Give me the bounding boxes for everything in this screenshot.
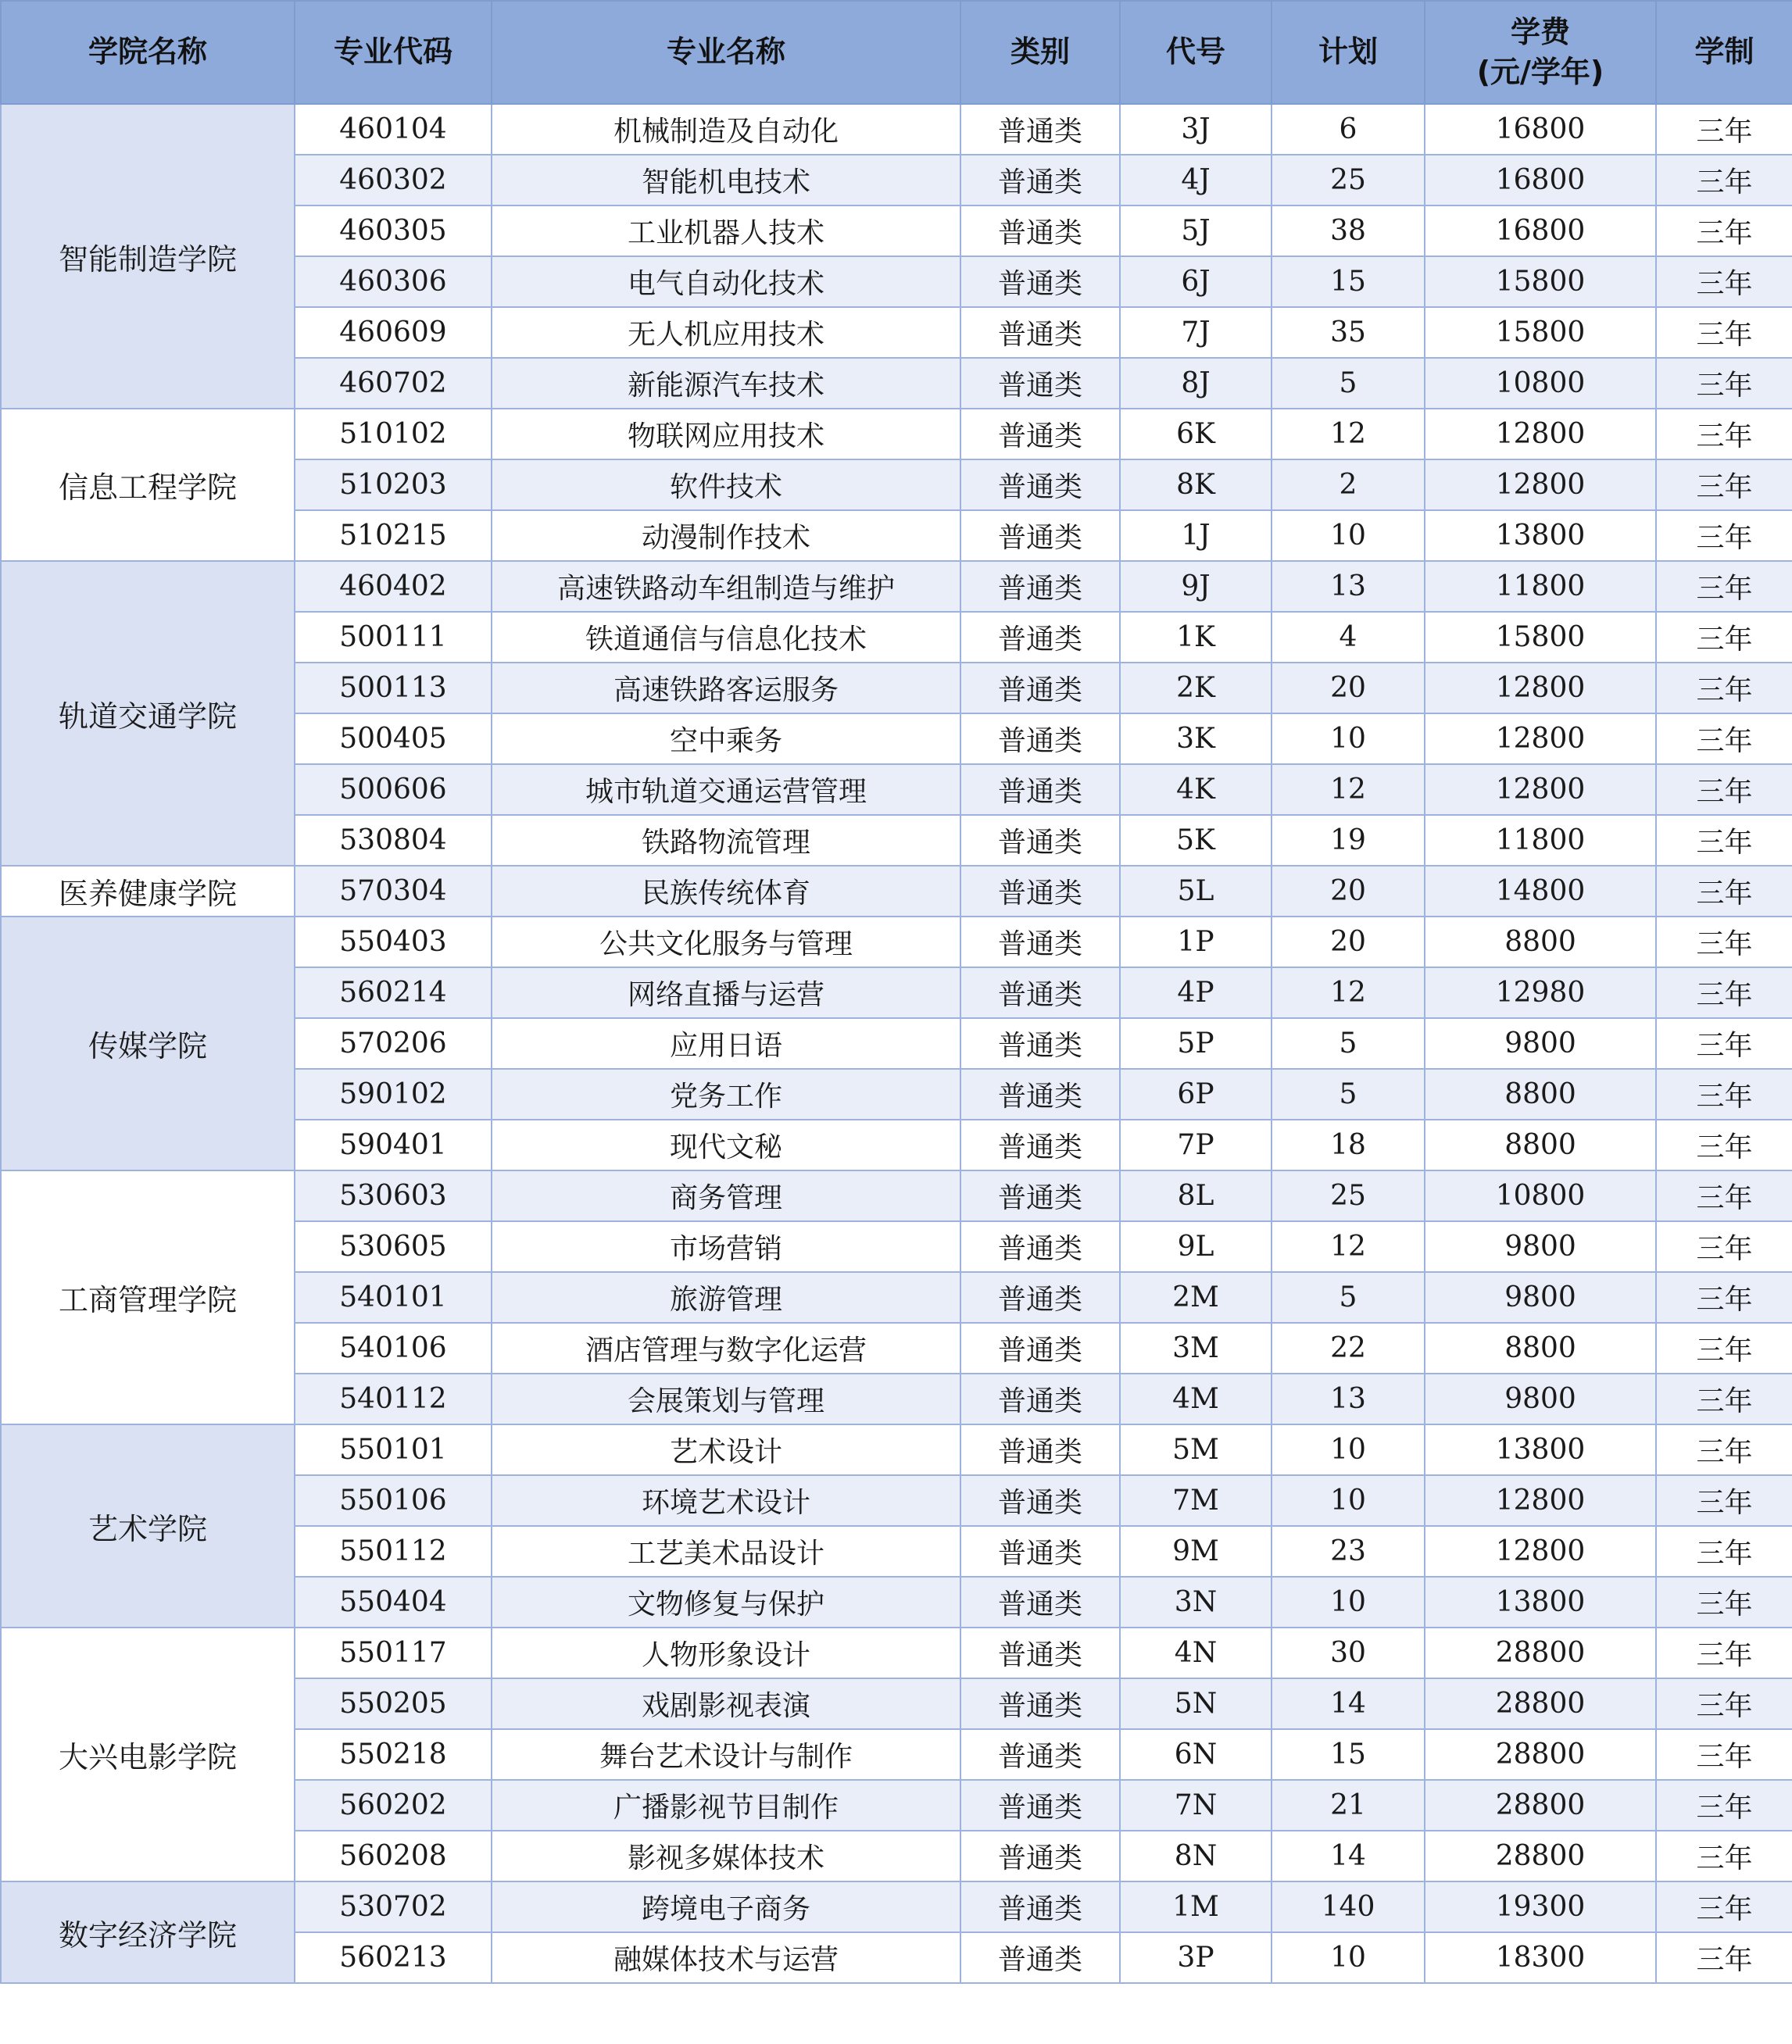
code-cell: 8K [1120,459,1272,510]
duration-cell: 三年 [1656,205,1792,256]
major-name-cell: 广播影视节目制作 [492,1780,960,1831]
duration-cell: 三年 [1656,1424,1792,1475]
college-name-cell: 信息工程学院 [1,409,295,561]
major-name-cell: 影视多媒体技术 [492,1831,960,1881]
major-name-cell: 跨境电子商务 [492,1881,960,1932]
plan-cell: 10 [1272,510,1425,561]
major-name-cell: 物联网应用技术 [492,409,960,459]
plan-cell: 10 [1272,1932,1425,1983]
plan-cell: 5 [1272,1272,1425,1323]
major-name-cell: 新能源汽车技术 [492,358,960,409]
code-cell: 5P [1120,1018,1272,1069]
major-code-cell: 500111 [295,612,492,663]
category-cell: 普通类 [960,1577,1120,1628]
category-cell: 普通类 [960,1424,1120,1475]
category-cell: 普通类 [960,764,1120,815]
college-name-cell: 艺术学院 [1,1424,295,1628]
major-name-cell: 现代文秘 [492,1120,960,1170]
duration-cell: 三年 [1656,104,1792,155]
major-name-cell: 软件技术 [492,459,960,510]
code-cell: 6N [1120,1729,1272,1780]
duration-cell: 三年 [1656,1170,1792,1221]
duration-cell: 三年 [1656,1526,1792,1577]
major-name-cell: 网络直播与运营 [492,967,960,1018]
tuition-cell: 28800 [1425,1831,1656,1881]
category-cell: 普通类 [960,561,1120,612]
major-code-cell: 550404 [295,1577,492,1628]
plan-cell: 12 [1272,1221,1425,1272]
major-name-cell: 动漫制作技术 [492,510,960,561]
duration-cell: 三年 [1656,612,1792,663]
table-row [1,866,1792,917]
code-cell: 4M [1120,1374,1272,1424]
category-cell: 普通类 [960,1628,1120,1678]
table-body [1,104,1792,1983]
tuition-cell: 9800 [1425,1374,1656,1424]
code-cell: 2K [1120,663,1272,713]
major-name-cell: 城市轨道交通运营管理 [492,764,960,815]
category-cell: 普通类 [960,409,1120,459]
plan-cell: 5 [1272,358,1425,409]
code-cell: 9J [1120,561,1272,612]
plan-cell: 13 [1272,1374,1425,1424]
major-code-cell: 500405 [295,713,492,764]
plan-cell: 21 [1272,1780,1425,1831]
code-cell: 1P [1120,917,1272,967]
code-cell: 7P [1120,1120,1272,1170]
major-name-cell: 艺术设计 [492,1424,960,1475]
tuition-cell: 19300 [1425,1881,1656,1932]
duration-cell: 三年 [1656,1932,1792,1983]
tuition-cell: 14800 [1425,866,1656,917]
duration-cell: 三年 [1656,1577,1792,1628]
college-name-cell: 医养健康学院 [1,866,295,917]
duration-cell: 三年 [1656,866,1792,917]
tuition-cell: 13800 [1425,1577,1656,1628]
plan-cell: 12 [1272,764,1425,815]
plan-cell: 14 [1272,1831,1425,1881]
plan-cell: 12 [1272,409,1425,459]
major-code-cell: 570206 [295,1018,492,1069]
plan-cell: 35 [1272,307,1425,358]
major-code-cell: 590102 [295,1069,492,1120]
major-code-cell: 560213 [295,1932,492,1983]
major-code-cell: 460302 [295,155,492,205]
duration-cell: 三年 [1656,1120,1792,1170]
major-name-cell: 电气自动化技术 [492,256,960,307]
college-name-cell: 工商管理学院 [1,1170,295,1424]
duration-cell: 三年 [1656,1628,1792,1678]
category-cell: 普通类 [960,612,1120,663]
major-name-cell: 民族传统体育 [492,866,960,917]
tuition-cell: 10800 [1425,1170,1656,1221]
major-code-cell: 550403 [295,917,492,967]
category-cell: 普通类 [960,1526,1120,1577]
tuition-cell: 8800 [1425,1069,1656,1120]
category-cell: 普通类 [960,1221,1120,1272]
major-code-cell: 550117 [295,1628,492,1678]
tuition-cell: 12800 [1425,663,1656,713]
plan-cell: 25 [1272,155,1425,205]
major-name-cell: 公共文化服务与管理 [492,917,960,967]
major-code-cell: 540106 [295,1323,492,1374]
header-major-name: 专业名称 [492,1,960,104]
table-row [1,409,1792,459]
duration-cell: 三年 [1656,1221,1792,1272]
category-cell: 普通类 [960,459,1120,510]
code-cell: 8N [1120,1831,1272,1881]
plan-cell: 5 [1272,1018,1425,1069]
code-cell: 5J [1120,205,1272,256]
code-cell: 1J [1120,510,1272,561]
major-code-cell: 550106 [295,1475,492,1526]
plan-cell: 10 [1272,1475,1425,1526]
header-code: 代号 [1120,1,1272,104]
major-code-cell: 560202 [295,1780,492,1831]
tuition-cell: 8800 [1425,1323,1656,1374]
category-cell: 普通类 [960,663,1120,713]
major-code-cell: 530605 [295,1221,492,1272]
header-tuition-unit: (元/学年) [1476,55,1604,89]
table-row [1,561,1792,612]
major-name-cell: 旅游管理 [492,1272,960,1323]
plan-cell: 6 [1272,104,1425,155]
major-code-cell: 510102 [295,409,492,459]
code-cell: 4J [1120,155,1272,205]
major-name-cell: 商务管理 [492,1170,960,1221]
major-name-cell: 智能机电技术 [492,155,960,205]
category-cell: 普通类 [960,307,1120,358]
major-code-cell: 550218 [295,1729,492,1780]
code-cell: 3P [1120,1932,1272,1983]
category-cell: 普通类 [960,1374,1120,1424]
plan-cell: 20 [1272,663,1425,713]
duration-cell: 三年 [1656,409,1792,459]
category-cell: 普通类 [960,1932,1120,1983]
code-cell: 7M [1120,1475,1272,1526]
plan-cell: 15 [1272,1729,1425,1780]
category-cell: 普通类 [960,1323,1120,1374]
duration-cell: 三年 [1656,307,1792,358]
major-name-cell: 高速铁路客运服务 [492,663,960,713]
category-cell: 普通类 [960,1780,1120,1831]
plan-cell: 25 [1272,1170,1425,1221]
plan-cell: 15 [1272,256,1425,307]
major-code-cell: 540101 [295,1272,492,1323]
category-cell: 普通类 [960,358,1120,409]
category-cell: 普通类 [960,866,1120,917]
major-code-cell: 540112 [295,1374,492,1424]
header-college: 学院名称 [1,1,295,104]
major-code-cell: 530804 [295,815,492,866]
college-name-cell: 大兴电影学院 [1,1628,295,1881]
plan-cell: 14 [1272,1678,1425,1729]
major-name-cell: 无人机应用技术 [492,307,960,358]
major-code-cell: 460609 [295,307,492,358]
plan-cell: 38 [1272,205,1425,256]
tuition-cell: 12800 [1425,459,1656,510]
major-code-cell: 510215 [295,510,492,561]
code-cell: 7N [1120,1780,1272,1831]
major-code-cell: 460402 [295,561,492,612]
code-cell: 6P [1120,1069,1272,1120]
duration-cell: 三年 [1656,1272,1792,1323]
major-name-cell: 应用日语 [492,1018,960,1069]
duration-cell: 三年 [1656,1881,1792,1932]
plan-cell: 5 [1272,1069,1425,1120]
tuition-cell: 18300 [1425,1932,1656,1983]
duration-cell: 三年 [1656,459,1792,510]
duration-cell: 三年 [1656,1475,1792,1526]
tuition-cell: 12800 [1425,1526,1656,1577]
major-code-cell: 460702 [295,358,492,409]
tuition-cell: 8800 [1425,1120,1656,1170]
college-name-cell: 智能制造学院 [1,104,295,409]
code-cell: 4K [1120,764,1272,815]
duration-cell: 三年 [1656,663,1792,713]
category-cell: 普通类 [960,1120,1120,1170]
category-cell: 普通类 [960,1018,1120,1069]
tuition-cell: 16800 [1425,104,1656,155]
category-cell: 普通类 [960,1170,1120,1221]
major-name-cell: 铁路物流管理 [492,815,960,866]
major-code-cell: 570304 [295,866,492,917]
duration-cell: 三年 [1656,155,1792,205]
duration-cell: 三年 [1656,1069,1792,1120]
plan-cell: 13 [1272,561,1425,612]
major-code-cell: 510203 [295,459,492,510]
category-cell: 普通类 [960,815,1120,866]
code-cell: 2M [1120,1272,1272,1323]
header-tuition-label: 学费 [1510,14,1570,49]
major-code-cell: 590401 [295,1120,492,1170]
college-name-cell: 轨道交通学院 [1,561,295,866]
code-cell: 1K [1120,612,1272,663]
duration-cell: 三年 [1656,967,1792,1018]
major-code-cell: 530603 [295,1170,492,1221]
tuition-cell: 15800 [1425,307,1656,358]
code-cell: 9M [1120,1526,1272,1577]
table-row [1,1170,1792,1221]
category-cell: 普通类 [960,1831,1120,1881]
duration-cell: 三年 [1656,1729,1792,1780]
header-category: 类别 [960,1,1120,104]
table-row [1,917,1792,967]
major-code-cell: 500113 [295,663,492,713]
tuition-cell: 12800 [1425,409,1656,459]
table-row [1,1881,1792,1932]
major-name-cell: 融媒体技术与运营 [492,1932,960,1983]
major-code-cell: 530702 [295,1881,492,1932]
code-cell: 6J [1120,256,1272,307]
plan-cell: 10 [1272,1577,1425,1628]
plan-cell: 20 [1272,917,1425,967]
code-cell: 4N [1120,1628,1272,1678]
tuition-cell: 9800 [1425,1221,1656,1272]
major-name-cell: 舞台艺术设计与制作 [492,1729,960,1780]
plan-cell: 18 [1272,1120,1425,1170]
plan-cell: 22 [1272,1323,1425,1374]
plan-cell: 12 [1272,967,1425,1018]
plan-cell: 19 [1272,815,1425,866]
plan-cell: 140 [1272,1881,1425,1932]
tuition-cell: 15800 [1425,256,1656,307]
duration-cell: 三年 [1656,358,1792,409]
major-name-cell: 人物形象设计 [492,1628,960,1678]
category-cell: 普通类 [960,205,1120,256]
category-cell: 普通类 [960,1729,1120,1780]
major-name-cell: 空中乘务 [492,713,960,764]
tuition-cell: 13800 [1425,510,1656,561]
major-code-cell: 550205 [295,1678,492,1729]
major-name-cell: 环境艺术设计 [492,1475,960,1526]
category-cell: 普通类 [960,1272,1120,1323]
college-name-cell: 传媒学院 [1,917,295,1170]
code-cell: 5M [1120,1424,1272,1475]
table-row [1,104,1792,155]
major-name-cell: 会展策划与管理 [492,1374,960,1424]
code-cell: 8L [1120,1170,1272,1221]
header-tuition [1425,1,1656,104]
category-cell: 普通类 [960,155,1120,205]
major-code-cell: 460104 [295,104,492,155]
tuition-cell: 9800 [1425,1272,1656,1323]
header-major-code: 专业代码 [295,1,492,104]
major-code-cell: 500606 [295,764,492,815]
tuition-cell: 8800 [1425,917,1656,967]
major-name-cell: 高速铁路动车组制造与维护 [492,561,960,612]
category-cell: 普通类 [960,713,1120,764]
code-cell: 3K [1120,713,1272,764]
plan-cell: 4 [1272,612,1425,663]
major-name-cell: 酒店管理与数字化运营 [492,1323,960,1374]
tuition-cell: 12800 [1425,1475,1656,1526]
code-cell: 5K [1120,815,1272,866]
table-row [1,1424,1792,1475]
header-row [1,1,1792,104]
plan-cell: 2 [1272,459,1425,510]
tuition-cell: 28800 [1425,1678,1656,1729]
duration-cell: 三年 [1656,713,1792,764]
tuition-cell: 28800 [1425,1729,1656,1780]
category-cell: 普通类 [960,256,1120,307]
major-code-cell: 460306 [295,256,492,307]
duration-cell: 三年 [1656,1831,1792,1881]
category-cell: 普通类 [960,1069,1120,1120]
major-name-cell: 党务工作 [492,1069,960,1120]
major-name-cell: 戏剧影视表演 [492,1678,960,1729]
plan-cell: 20 [1272,866,1425,917]
duration-cell: 三年 [1656,1018,1792,1069]
major-name-cell: 市场营销 [492,1221,960,1272]
duration-cell: 三年 [1656,815,1792,866]
code-cell: 6K [1120,409,1272,459]
major-name-cell: 文物修复与保护 [492,1577,960,1628]
major-code-cell: 560214 [295,967,492,1018]
category-cell: 普通类 [960,104,1120,155]
duration-cell: 三年 [1656,510,1792,561]
category-cell: 普通类 [960,1475,1120,1526]
duration-cell: 三年 [1656,1323,1792,1374]
table-row [1,1628,1792,1678]
tuition-cell: 12800 [1425,713,1656,764]
duration-cell: 三年 [1656,1374,1792,1424]
header-duration: 学制 [1656,1,1792,104]
major-code-cell: 550101 [295,1424,492,1475]
tuition-cell: 11800 [1425,561,1656,612]
code-cell: 5N [1120,1678,1272,1729]
tuition-cell: 10800 [1425,358,1656,409]
plan-cell: 10 [1272,713,1425,764]
plan-cell: 30 [1272,1628,1425,1678]
college-name-cell: 数字经济学院 [1,1881,295,1983]
plan-cell: 23 [1272,1526,1425,1577]
category-cell: 普通类 [960,510,1120,561]
category-cell: 普通类 [960,917,1120,967]
tuition-cell: 13800 [1425,1424,1656,1475]
header-plan: 计划 [1272,1,1425,104]
duration-cell: 三年 [1656,1780,1792,1831]
tuition-cell: 12980 [1425,967,1656,1018]
duration-cell: 三年 [1656,561,1792,612]
duration-cell: 三年 [1656,1678,1792,1729]
code-cell: 9L [1120,1221,1272,1272]
code-cell: 4P [1120,967,1272,1018]
code-cell: 3J [1120,104,1272,155]
major-name-cell: 工业机器人技术 [492,205,960,256]
code-cell: 5L [1120,866,1272,917]
major-code-cell: 460305 [295,205,492,256]
duration-cell: 三年 [1656,256,1792,307]
plan-cell: 10 [1272,1424,1425,1475]
tuition-cell: 15800 [1425,612,1656,663]
duration-cell: 三年 [1656,917,1792,967]
category-cell: 普通类 [960,1678,1120,1729]
code-cell: 1M [1120,1881,1272,1932]
tuition-cell: 16800 [1425,205,1656,256]
category-cell: 普通类 [960,1881,1120,1932]
code-cell: 3M [1120,1323,1272,1374]
tuition-cell: 28800 [1425,1628,1656,1678]
tuition-cell: 11800 [1425,815,1656,866]
tuition-cell: 28800 [1425,1780,1656,1831]
code-cell: 3N [1120,1577,1272,1628]
code-cell: 8J [1120,358,1272,409]
category-cell: 普通类 [960,967,1120,1018]
tuition-cell: 9800 [1425,1018,1656,1069]
major-name-cell: 工艺美术品设计 [492,1526,960,1577]
tuition-cell: 16800 [1425,155,1656,205]
major-name-cell: 铁道通信与信息化技术 [492,612,960,663]
major-code-cell: 550112 [295,1526,492,1577]
major-name-cell: 机械制造及自动化 [492,104,960,155]
duration-cell: 三年 [1656,764,1792,815]
code-cell: 7J [1120,307,1272,358]
tuition-cell: 12800 [1425,764,1656,815]
major-code-cell: 560208 [295,1831,492,1881]
